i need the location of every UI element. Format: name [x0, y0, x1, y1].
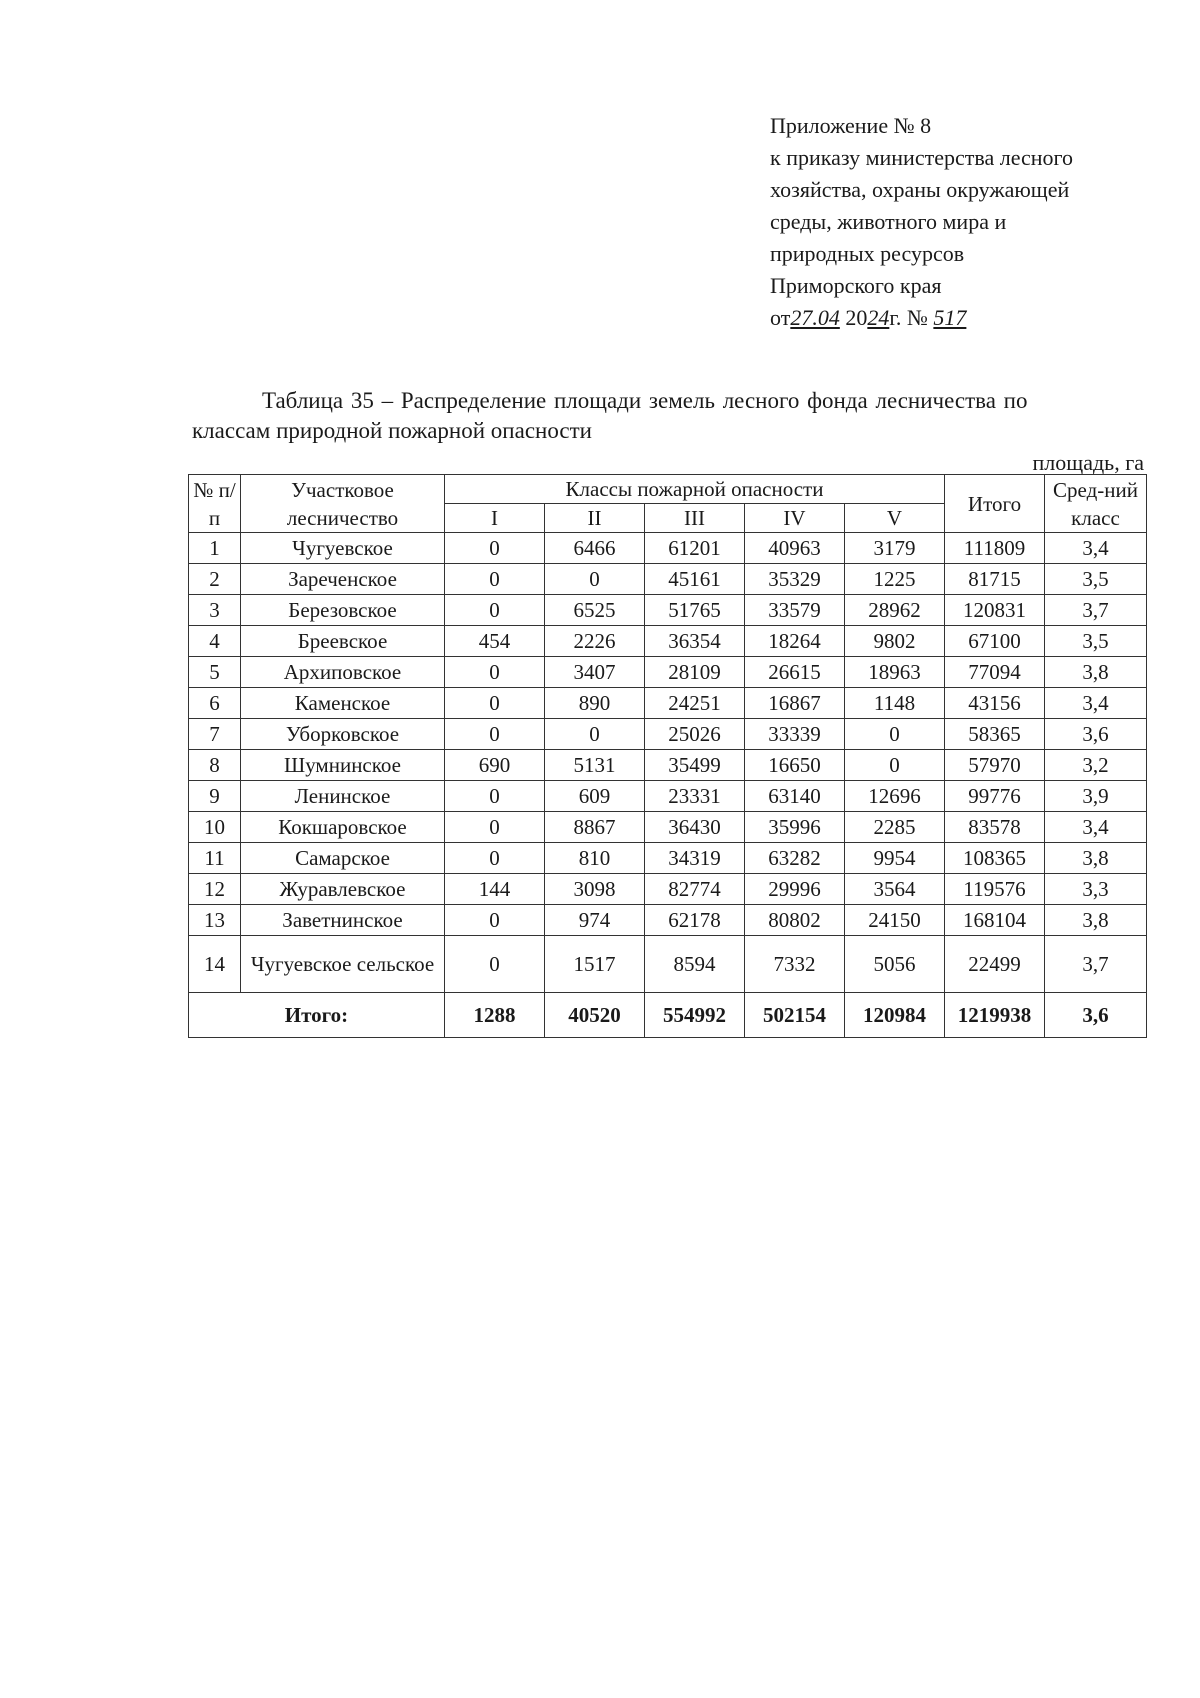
row-class-ii: 810 — [545, 843, 645, 874]
row-total: 111809 — [945, 533, 1045, 564]
row-district: Чугуевское сельское — [241, 936, 445, 993]
table-row — [189, 688, 1147, 719]
appendix-line: к приказу министерства лесного — [770, 145, 1074, 170]
row-class-v: 1148 — [845, 688, 945, 719]
row-class-v: 3564 — [845, 874, 945, 905]
row-class-iii: 8594 — [645, 936, 745, 993]
row-class-i: 0 — [445, 564, 545, 595]
total-row — [189, 993, 1147, 1038]
table-row — [189, 781, 1147, 812]
row-class-v: 0 — [845, 750, 945, 781]
row-class-ii: 6466 — [545, 533, 645, 564]
row-class-ii: 6525 — [545, 595, 645, 626]
row-class-v: 3179 — [845, 533, 945, 564]
fire-danger-table — [188, 474, 1147, 1038]
table-row — [189, 750, 1147, 781]
header-classes: Классы пожарной опасности — [445, 475, 945, 504]
header-class-iv: IV — [745, 504, 845, 533]
row-avg: 3,7 — [1045, 595, 1147, 626]
handwritten-order-number: 517 — [933, 305, 967, 330]
row-class-ii: 8867 — [545, 812, 645, 843]
row-class-ii: 2226 — [545, 626, 645, 657]
row-district: Березовское — [241, 595, 445, 626]
header-class-v: V — [845, 504, 945, 533]
row-class-v: 9954 — [845, 843, 945, 874]
row-total: 22499 — [945, 936, 1045, 993]
row-class-i: 0 — [445, 905, 545, 936]
header-total: Итого — [945, 475, 1045, 533]
row-district: Заветнинское — [241, 905, 445, 936]
row-class-v: 28962 — [845, 595, 945, 626]
row-class-iii: 62178 — [645, 905, 745, 936]
row-class-i: 144 — [445, 874, 545, 905]
row-district: Кокшаровское — [241, 812, 445, 843]
row-class-iv: 33579 — [745, 595, 845, 626]
row-class-i: 0 — [445, 595, 545, 626]
year-prefix: 20 — [845, 305, 868, 330]
table-row — [189, 626, 1147, 657]
row-class-iv: 63140 — [745, 781, 845, 812]
table-row — [189, 936, 1147, 993]
row-class-i: 0 — [445, 812, 545, 843]
order-date-line — [770, 302, 1170, 334]
row-num: 4 — [189, 626, 241, 657]
row-district: Бреевское — [241, 626, 445, 657]
total-label: Итого: — [189, 993, 445, 1038]
row-class-i: 0 — [445, 936, 545, 993]
row-class-i: 0 — [445, 781, 545, 812]
row-district: Ленинское — [241, 781, 445, 812]
row-class-v: 5056 — [845, 936, 945, 993]
row-class-iv: 80802 — [745, 905, 845, 936]
row-class-iii: 82774 — [645, 874, 745, 905]
table-row — [189, 657, 1147, 688]
row-num: 6 — [189, 688, 241, 719]
row-class-iv: 33339 — [745, 719, 845, 750]
caption-line: классам природной пожарной опасности — [192, 418, 592, 443]
row-avg: 3,4 — [1045, 812, 1147, 843]
row-class-iii: 36430 — [645, 812, 745, 843]
row-num: 7 — [189, 719, 241, 750]
row-class-ii: 974 — [545, 905, 645, 936]
table-row — [189, 843, 1147, 874]
row-class-i: 0 — [445, 688, 545, 719]
row-district: Зареченское — [241, 564, 445, 595]
row-class-ii: 0 — [545, 719, 645, 750]
row-class-v: 0 — [845, 719, 945, 750]
row-class-iv: 16867 — [745, 688, 845, 719]
table-row — [189, 812, 1147, 843]
row-num: 11 — [189, 843, 241, 874]
header-class-iii: III — [645, 504, 745, 533]
row-num: 1 — [189, 533, 241, 564]
total-avg: 3,6 — [1045, 993, 1147, 1038]
row-num: 10 — [189, 812, 241, 843]
row-class-iii: 24251 — [645, 688, 745, 719]
row-avg: 3,8 — [1045, 905, 1147, 936]
table-row — [189, 905, 1147, 936]
row-total: 120831 — [945, 595, 1045, 626]
row-num: 14 — [189, 936, 241, 993]
row-avg: 3,4 — [1045, 533, 1147, 564]
row-avg: 3,8 — [1045, 843, 1147, 874]
row-class-v: 9802 — [845, 626, 945, 657]
row-total: 119576 — [945, 874, 1045, 905]
row-avg: 3,6 — [1045, 719, 1147, 750]
row-total: 43156 — [945, 688, 1045, 719]
row-class-iii: 28109 — [645, 657, 745, 688]
total-class-iv: 502154 — [745, 993, 845, 1038]
row-class-v: 2285 — [845, 812, 945, 843]
row-num: 9 — [189, 781, 241, 812]
row-class-iii: 36354 — [645, 626, 745, 657]
table-row — [189, 874, 1147, 905]
row-district: Шумнинское — [241, 750, 445, 781]
row-class-iv: 40963 — [745, 533, 845, 564]
row-avg: 3,3 — [1045, 874, 1147, 905]
row-class-iv: 29996 — [745, 874, 845, 905]
appendix-line: Приморского края — [770, 273, 942, 298]
row-num: 13 — [189, 905, 241, 936]
row-avg: 3,5 — [1045, 564, 1147, 595]
row-class-iv: 16650 — [745, 750, 845, 781]
row-class-v: 24150 — [845, 905, 945, 936]
row-district: Самарское — [241, 843, 445, 874]
row-class-iv: 35329 — [745, 564, 845, 595]
appendix-line: хозяйства, охраны окружающей — [770, 177, 1070, 202]
row-class-i: 454 — [445, 626, 545, 657]
row-total: 81715 — [945, 564, 1045, 595]
row-class-ii: 3407 — [545, 657, 645, 688]
row-class-i: 0 — [445, 657, 545, 688]
total-class-iii: 554992 — [645, 993, 745, 1038]
row-total: 108365 — [945, 843, 1045, 874]
row-total: 57970 — [945, 750, 1045, 781]
row-class-v: 1225 — [845, 564, 945, 595]
row-avg: 3,9 — [1045, 781, 1147, 812]
total-class-i: 1288 — [445, 993, 545, 1038]
row-district: Журавлевское — [241, 874, 445, 905]
row-class-ii: 3098 — [545, 874, 645, 905]
appendix-line: Приложение № 8 — [770, 113, 932, 138]
appendix-line: природных ресурсов — [770, 241, 965, 266]
row-district: Уборковское — [241, 719, 445, 750]
caption-line: Таблица 35 – Распределение площади земель лесного фонда лесничества по — [262, 388, 1028, 413]
row-class-ii: 1517 — [545, 936, 645, 993]
row-total: 67100 — [945, 626, 1045, 657]
header-district: Участковое лесничество — [241, 475, 445, 533]
row-class-ii: 5131 — [545, 750, 645, 781]
row-district: Чугуевское — [241, 533, 445, 564]
row-num: 3 — [189, 595, 241, 626]
header-class-i: I — [445, 504, 545, 533]
row-class-i: 0 — [445, 843, 545, 874]
appendix-header — [770, 110, 1170, 334]
row-class-iii: 34319 — [645, 843, 745, 874]
date-prefix: от — [770, 305, 791, 330]
row-class-iv: 63282 — [745, 843, 845, 874]
row-district: Архиповское — [241, 657, 445, 688]
row-district: Каменское — [241, 688, 445, 719]
row-num: 8 — [189, 750, 241, 781]
table-row — [189, 564, 1147, 595]
row-avg: 3,4 — [1045, 688, 1147, 719]
row-class-iii: 25026 — [645, 719, 745, 750]
row-total: 99776 — [945, 781, 1045, 812]
row-class-iv: 26615 — [745, 657, 845, 688]
row-class-ii: 0 — [545, 564, 645, 595]
row-total: 58365 — [945, 719, 1045, 750]
header-class-ii: II — [545, 504, 645, 533]
unit-label: площадь, га — [1032, 450, 1144, 475]
appendix-line: среды, животного мира и — [770, 209, 1007, 234]
row-class-iv: 18264 — [745, 626, 845, 657]
table-caption — [192, 386, 1144, 446]
handwritten-date: 27.04 — [790, 305, 840, 330]
row-class-iii: 45161 — [645, 564, 745, 595]
row-class-iii: 23331 — [645, 781, 745, 812]
row-class-ii: 890 — [545, 688, 645, 719]
total-sum: 1219938 — [945, 993, 1045, 1038]
handwritten-year: 24 — [867, 305, 890, 330]
row-class-iii: 35499 — [645, 750, 745, 781]
row-class-iii: 61201 — [645, 533, 745, 564]
row-total: 83578 — [945, 812, 1045, 843]
row-total: 168104 — [945, 905, 1045, 936]
row-class-v: 12696 — [845, 781, 945, 812]
row-class-i: 0 — [445, 533, 545, 564]
row-avg: 3,8 — [1045, 657, 1147, 688]
total-class-v: 120984 — [845, 993, 945, 1038]
header-avg: Сред-ний класс — [1045, 475, 1147, 533]
total-class-ii: 40520 — [545, 993, 645, 1038]
row-class-ii: 609 — [545, 781, 645, 812]
row-class-i: 0 — [445, 719, 545, 750]
row-class-iv: 7332 — [745, 936, 845, 993]
table-row — [189, 595, 1147, 626]
row-class-v: 18963 — [845, 657, 945, 688]
row-avg: 3,5 — [1045, 626, 1147, 657]
row-class-i: 690 — [445, 750, 545, 781]
row-class-iv: 35996 — [745, 812, 845, 843]
table-row — [189, 719, 1147, 750]
row-num: 2 — [189, 564, 241, 595]
row-avg: 3,7 — [1045, 936, 1147, 993]
row-total: 77094 — [945, 657, 1045, 688]
row-avg: 3,2 — [1045, 750, 1147, 781]
number-prefix: г. № — [889, 305, 928, 330]
row-num: 5 — [189, 657, 241, 688]
row-num: 12 — [189, 874, 241, 905]
header-num: № п/п — [189, 475, 241, 533]
table-row — [189, 533, 1147, 564]
row-class-iii: 51765 — [645, 595, 745, 626]
